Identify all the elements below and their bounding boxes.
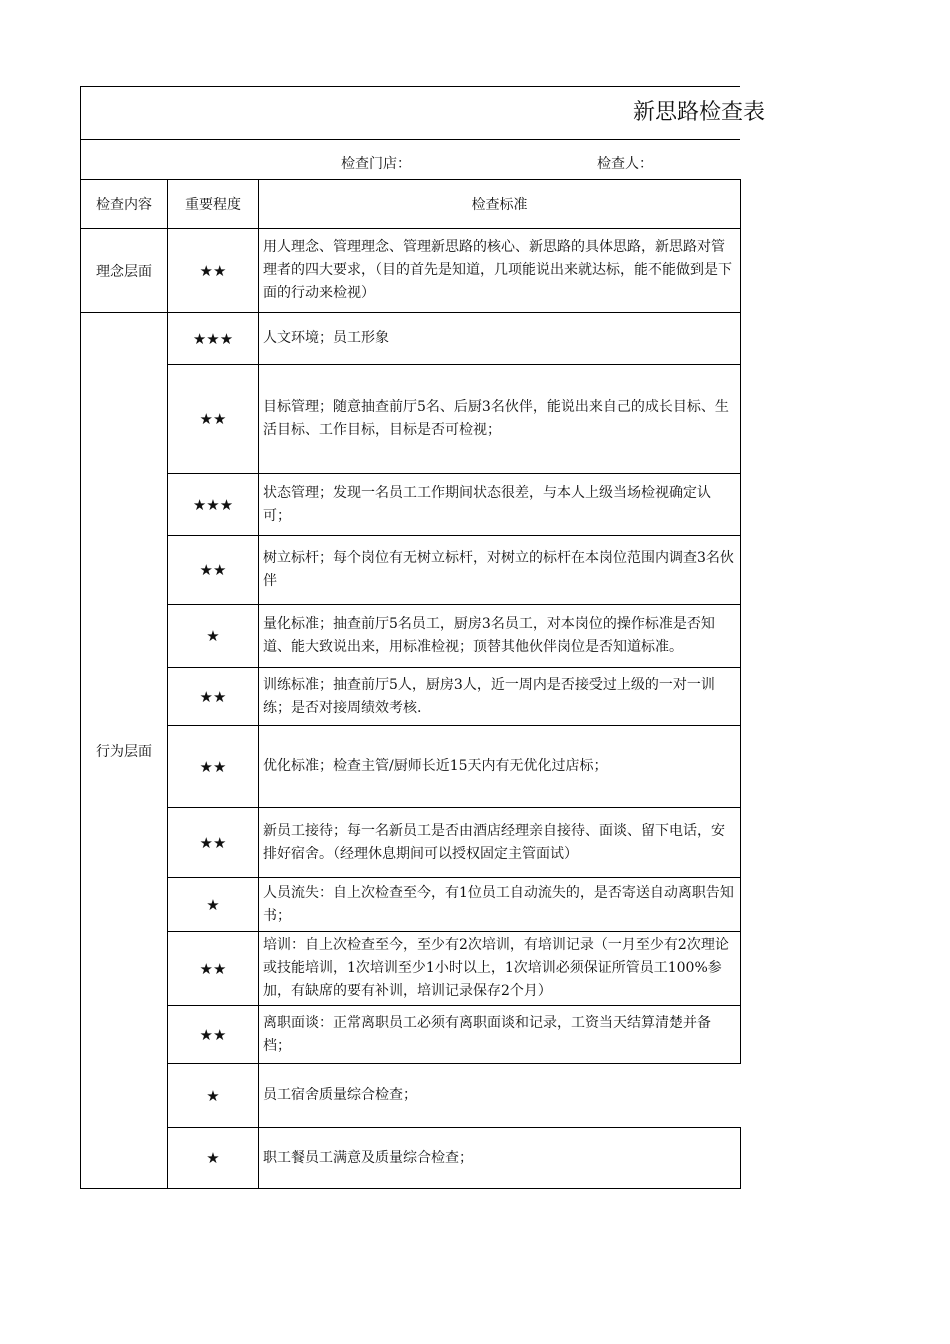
- table-row: [81, 808, 741, 878]
- standard-text: 优化标准；检查主管/厨师长近15天内有无优化过店标；: [259, 726, 741, 808]
- importance-stars: ★★★: [168, 474, 259, 536]
- table-row: [81, 365, 741, 474]
- standard-text: 新员工接待；每一名新员工是否由酒店经理亲自接待、面谈、留下电话，安排好宿舍。（经理休息期间可以授权固定主管面试）: [259, 808, 741, 878]
- table-row: [81, 313, 741, 365]
- concept-row: [81, 229, 741, 313]
- table-row: [81, 668, 741, 726]
- importance-stars: ★★: [168, 932, 259, 1006]
- importance-stars: ★★★: [168, 313, 259, 365]
- standard-text: 树立标杆；每个岗位有无树立标杆，对树立的标杆在本岗位范围内调查3名伙伴: [259, 536, 741, 605]
- table-row: [81, 726, 741, 808]
- standard-text: 离职面谈：正常离职员工必须有离职面谈和记录，工资当天结算清楚并备档；: [259, 1006, 741, 1064]
- importance-stars: ★: [168, 1064, 259, 1128]
- table-row: [81, 605, 741, 668]
- importance-stars: ★★: [168, 365, 259, 474]
- standard-text: 培训：自上次检查至今，至少有2次培训，有培训记录（一月至少有2次理论或技能培训，1次培训至少1小时以上，1次培训必须保证所管员工100%参加，有缺席的要有补训，培训记录保存2个月）: [259, 932, 741, 1006]
- header-standard: 检查标准: [259, 180, 741, 229]
- importance-stars: ★★: [168, 668, 259, 726]
- importance-stars: ★: [168, 605, 259, 668]
- importance-stars: ★★: [168, 536, 259, 605]
- checklist-table: [80, 179, 741, 1189]
- standard-text: 人员流失：自上次检查至今，有1位员工自动流失的，是否寄送自动离职告知书；: [259, 878, 741, 932]
- standard-text: 状态管理；发现一名员工工作期间状态很差，与本人上级当场检视确定认可；: [259, 474, 741, 536]
- header-importance: 重要程度: [168, 180, 259, 229]
- standard-text: 量化标准；抽查前厅5名员工，厨房3名员工，对本岗位的操作标准是否知道、能大致说出来，用标准检视；顶替其他伙伴岗位是否知道标准。: [259, 605, 741, 668]
- table-row: [81, 1128, 741, 1189]
- standard-text: 用人理念、管理理念、管理新思路的核心、新思路的具体思路，新思路对管理者的四大要求，（目的首先是知道，几项能说出来就达标，能不能做到是下面的行动来检视）: [259, 229, 741, 313]
- table-row: [81, 932, 741, 1006]
- category-behavior: 行为层面: [81, 313, 168, 1189]
- table-row: [81, 1006, 741, 1064]
- inspector-label: 检查人：: [597, 156, 653, 172]
- table-row: [81, 878, 741, 932]
- importance-stars: ★: [168, 1128, 259, 1189]
- info-row: [80, 139, 740, 180]
- table-row: [81, 536, 741, 605]
- standard-text: 员工宿舍质量综合检查；: [259, 1064, 741, 1128]
- standard-text: 职工餐员工满意及质量综合检查；: [259, 1128, 741, 1189]
- header-content: 检查内容: [81, 180, 168, 229]
- table-row: [81, 474, 741, 536]
- importance-stars: ★: [168, 878, 259, 932]
- header-row: [81, 180, 741, 229]
- sheet-title: 新思路检查表: [633, 100, 766, 125]
- title-row: [80, 86, 766, 139]
- table-row: [81, 1064, 741, 1128]
- importance-stars: ★★: [168, 808, 259, 878]
- standard-text: 人文环境；员工形象: [259, 313, 741, 365]
- importance-stars: ★★: [168, 229, 259, 313]
- importance-stars: ★★: [168, 1006, 259, 1064]
- importance-stars: ★★: [168, 726, 259, 808]
- store-label: 检查门店：: [341, 156, 411, 172]
- standard-text: 训练标准；抽查前厅5人，厨房3人，近一周内是否接受过上级的一对一训练；是否对接周绩效考核.: [259, 668, 741, 726]
- standard-text: 目标管理；随意抽查前厅5名、后厨3名伙伴，能说出来自己的成长目标、生活目标、工作目标，目标是否可检视；: [259, 365, 741, 474]
- category-concept: 理念层面: [81, 229, 168, 313]
